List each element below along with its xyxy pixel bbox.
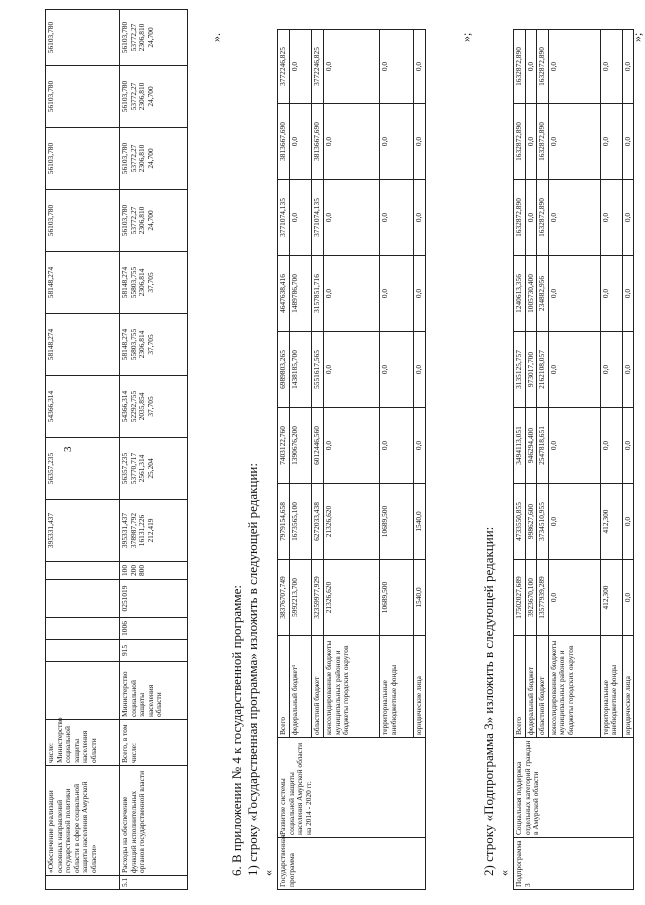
value-cell: 3772246,825: [278, 30, 290, 104]
value-cell: 56103,780 53772,27 2306,810 24,700: [120, 190, 188, 252]
gp-funding-table: [277, 29, 426, 890]
funding-source: Всего: [514, 636, 526, 738]
value-cell: 1005730,400: [525, 256, 537, 332]
grbs-code: 915: [120, 640, 188, 662]
funding-source: консолидированные бюджеты муниципальных районов и бюджеты городских округов: [548, 636, 600, 738]
value-cell: 0,0: [525, 104, 537, 180]
value-cell: 54366,314 52292,755 2035,854 37,705: [120, 376, 188, 438]
value-cell: 0,0: [600, 104, 622, 180]
value-cell: 946294,400: [525, 408, 537, 484]
rotated-page-content: [45, 20, 644, 890]
value-cell: 0,0: [324, 408, 380, 484]
value-cell: 0,0: [548, 180, 600, 256]
value-cell: 1540,0: [414, 484, 426, 560]
value-cell: 0,0: [380, 408, 414, 484]
value-cell: 0,0: [414, 332, 426, 408]
funding-source: юридические лица: [622, 636, 634, 738]
value-cell: 3734510,955: [537, 484, 549, 560]
value-cell: 13577939,289: [537, 560, 549, 636]
value-cell: 0,0: [414, 104, 426, 180]
executor-name: Министерство социальной защиты населения области: [54, 717, 98, 763]
program-label: Государственная программа: [278, 838, 426, 890]
value-cell: 0,0: [622, 104, 634, 180]
value-cell: 3157851,716: [312, 256, 324, 332]
value-cell: 7979154,658: [278, 484, 290, 560]
value-cell: 21326,620: [324, 484, 380, 560]
value-cell: 3771074,135: [312, 180, 324, 256]
table-row: [46, 10, 120, 890]
value-cell: 998627,600: [525, 484, 537, 560]
value-cell: 6012446,560: [312, 408, 324, 484]
value-cell: 2162108,057: [537, 332, 549, 408]
closing-quote: »;: [459, 32, 473, 42]
value-cell: 0,0: [414, 256, 426, 332]
value-cell: 3771074,135: [278, 180, 290, 256]
value-cell: 10689,500: [380, 560, 414, 636]
value-cell: 58148,274: [46, 252, 120, 314]
funding-source: федеральный бюджет¹: [290, 636, 312, 738]
opening-quote: «: [497, 870, 511, 876]
page-number: 3: [62, 446, 74, 452]
value-cell: 0,0: [380, 180, 414, 256]
sum-cell: 395331,437 378987,792 16131,226 212,419: [120, 500, 188, 562]
value-cell: 56103,780: [46, 66, 120, 128]
value-cell: 0,0: [324, 332, 380, 408]
value-cell: 5992213,700: [290, 560, 312, 636]
value-cell: 0,0: [548, 30, 600, 104]
value-cell: 32359977,929: [312, 560, 324, 636]
funding-source: областной бюджет: [537, 636, 549, 738]
csr-code: 0251019: [120, 580, 188, 618]
value-cell: 1390676,200: [290, 408, 312, 484]
value-cell: 0,0: [600, 256, 622, 332]
value-cell: 412,300: [600, 560, 622, 636]
value-cell: 0,0: [324, 180, 380, 256]
value-cell: 1632872,890: [514, 30, 526, 104]
value-cell: 0,0: [600, 332, 622, 408]
value-cell: 17502027,689: [514, 560, 526, 636]
value-cell: 1489786,700: [290, 256, 312, 332]
table-row: [278, 30, 290, 890]
value-cell: 1240613,356: [514, 256, 526, 332]
value-cell: 0,0: [525, 180, 537, 256]
value-cell: 6272033,438: [312, 484, 324, 560]
value-cell: 3923670,100: [525, 560, 537, 636]
value-cell: 1540,0: [414, 560, 426, 636]
vr-code: 100 200 800: [120, 562, 188, 580]
funding-source: Всего: [278, 636, 290, 738]
program-name: Развитие системы социальной защиты населения Амурской области на 2014 - 2020 гг.: [278, 738, 426, 838]
value-cell: 4733550,855: [514, 484, 526, 560]
value-cell: 1632872,890: [514, 180, 526, 256]
value-cell: 0,0: [622, 30, 634, 104]
funding-source: областной бюджет: [312, 636, 324, 738]
value-cell: 1673565,100: [290, 484, 312, 560]
value-cell: 3813667,690: [312, 104, 324, 180]
value-cell: 3813667,690: [278, 104, 290, 180]
value-cell: 58148,274 55803,755 2306,814 37,705: [120, 314, 188, 376]
instruction-line: 1) строку «Государственная программа» изложить в следующей редакции:: [245, 463, 260, 876]
table-row: [514, 30, 526, 890]
value-cell: 0,0: [380, 104, 414, 180]
value-cell: 0,0: [622, 560, 634, 636]
funding-source: федеральный бюджет: [525, 636, 537, 738]
value-cell: 56103,780: [46, 128, 120, 190]
sp-funding-table: [513, 29, 634, 890]
value-cell: 0,0: [290, 180, 312, 256]
value-cell: 234882,956: [537, 256, 549, 332]
value-cell: 0,0: [414, 180, 426, 256]
value-cell: 0,0: [380, 30, 414, 104]
value-cell: 56357,235 53770,717 2561,314 25,204: [120, 438, 188, 500]
value-cell: 0,0: [324, 256, 380, 332]
value-cell: 0,0: [622, 408, 634, 484]
value-cell: 56103,780: [46, 10, 120, 66]
value-cell: 0,0: [380, 256, 414, 332]
value-cell: 4647638,416: [278, 256, 290, 332]
value-cell: 412,300: [600, 484, 622, 560]
sum-cell: 395331,437: [46, 500, 120, 562]
row-number: 5.1: [120, 876, 188, 890]
value-cell: 0,0: [414, 30, 426, 104]
value-cell: 0,0: [548, 256, 600, 332]
value-cell: 0,0: [600, 180, 622, 256]
executor-label: Всего, в том числе:: [120, 720, 188, 766]
value-cell: 1632872,890: [514, 104, 526, 180]
instruction-line: 2) строку «Подпрограмма 3» изложить в следующей редакции:: [481, 526, 496, 876]
executor-cell: [46, 717, 120, 766]
value-cell: 0,0: [622, 180, 634, 256]
value-cell: 973017,700: [525, 332, 537, 408]
closing-quote: ».: [209, 33, 223, 42]
measure-name: Расходы на обеспечение функций исполнительных органов государственной власти: [120, 766, 188, 876]
value-cell: 1632872,890: [537, 180, 549, 256]
value-cell: 1438185,700: [290, 332, 312, 408]
value-cell: 0,0: [622, 256, 634, 332]
value-cell: 1632872,890: [537, 104, 549, 180]
value-cell: 0,0: [324, 104, 380, 180]
value-cell: 0,0: [324, 30, 380, 104]
funding-source: юридические лица: [414, 636, 426, 738]
value-cell: 0,0: [525, 30, 537, 104]
value-cell: 3772246,825: [312, 30, 324, 104]
value-cell: 7403122,760: [278, 408, 290, 484]
value-cell: 5551617,565: [312, 332, 324, 408]
value-cell: 0,0: [548, 484, 600, 560]
value-cell: 0,0: [290, 104, 312, 180]
value-cell: 0,0: [414, 408, 426, 484]
value-cell: 2547818,651: [537, 408, 549, 484]
value-cell: 0,0: [548, 560, 600, 636]
value-cell: 56103,780 53772,27 2306,810 24,700: [120, 10, 188, 66]
value-cell: 38376707,749: [278, 560, 290, 636]
value-cell: 0,0: [290, 30, 312, 104]
program-name: Социальная поддержка отдельных категорий граждан в Амурской области: [514, 738, 634, 838]
section-heading: 6. В приложении № 4 к государственной программе:: [229, 585, 244, 876]
funding-source: консолидированные бюджеты муниципальных районов и бюджеты городских округов: [324, 636, 380, 738]
measure-name: «Обеспечение реализации основных направлений государственной политики области в сфере социальной защиты населения Амурской области»: [46, 766, 120, 876]
value-cell: 0,0: [548, 332, 600, 408]
value-cell: 0,0: [548, 408, 600, 484]
value-cell: 6989803,265: [278, 332, 290, 408]
executor-label: числе:: [46, 743, 55, 763]
funding-source: территориальные внебюджетные фонды: [380, 636, 414, 738]
value-cell: 0,0: [622, 484, 634, 560]
value-cell: 58148,274 55803,755 2306,814 37,705: [120, 252, 188, 314]
program-label: Подпрограмма 3: [514, 838, 634, 890]
closing-quote: »;: [630, 32, 644, 42]
value-cell: 54366,314: [46, 376, 120, 438]
value-cell: 10689,500: [380, 484, 414, 560]
value-cell: 0,0: [600, 30, 622, 104]
value-cell: 56357,235: [46, 438, 120, 500]
value-cell: 0,0: [622, 332, 634, 408]
value-cell: 21326,620: [324, 560, 380, 636]
measures-table: [45, 9, 188, 890]
value-cell: 0,0: [600, 408, 622, 484]
value-cell: 1632872,890: [537, 30, 549, 104]
rzpr-code: 1006: [120, 618, 188, 640]
opening-quote: «: [261, 870, 275, 876]
value-cell: 56103,780: [46, 190, 120, 252]
value-cell: 56103,780 53772,27 2306,810 24,700: [120, 66, 188, 128]
value-cell: 0,0: [548, 104, 600, 180]
executor-name: Министерство социальной защиты населения области: [120, 662, 188, 720]
table-row: [120, 10, 188, 890]
value-cell: 3135125,757: [514, 332, 526, 408]
value-cell: 3494113,051: [514, 408, 526, 484]
value-cell: 0,0: [380, 332, 414, 408]
value-cell: 56103,780 53772,27 2306,810 24,700: [120, 128, 188, 190]
funding-source: территориальные внебюджетные фонды: [600, 636, 622, 738]
value-cell: 58148,274: [46, 314, 120, 376]
